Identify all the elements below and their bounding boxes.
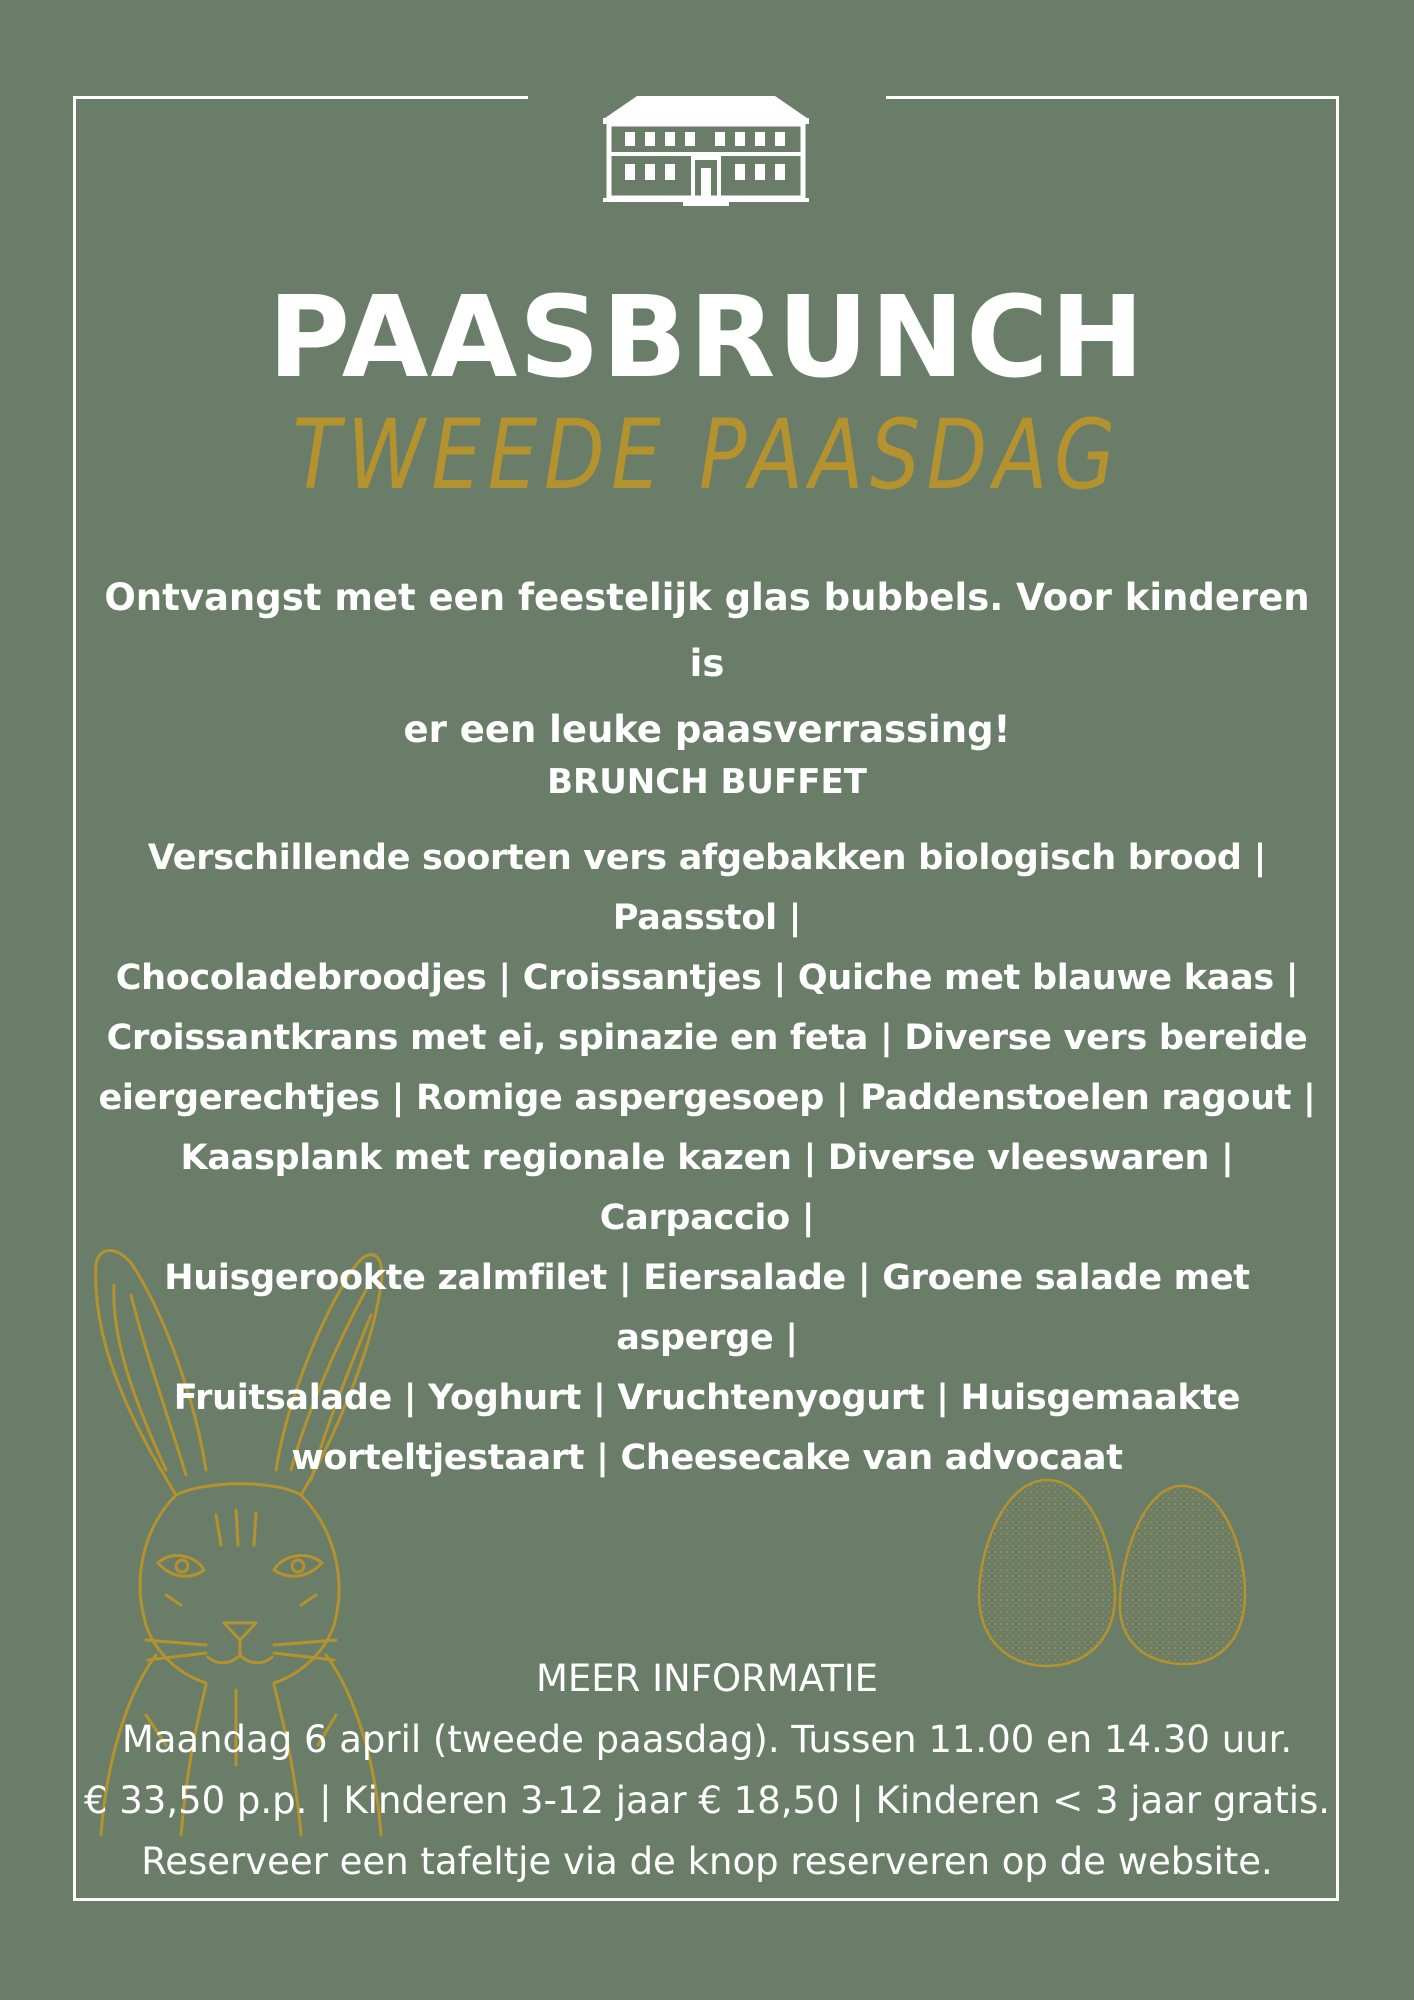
page-title: PAASBRUNCH (267, 273, 1147, 403)
info-line: € 33,50 p.p. | Kinderen 3-12 jaar € 18,50 | Kinderen < 3 jaar gratis. (83, 1779, 1331, 1822)
buffet-line: Kaasplank met regionale kazen | Diverse vleeswaren | Carpaccio | (180, 1138, 1234, 1238)
buffet-title: BRUNCH BUFFET (547, 762, 867, 802)
intro-line: Ontvangst met een feestelijk glas bubbels. Voor kinderen is (104, 576, 1310, 685)
frame-top-left (73, 96, 528, 99)
info-title: MEER INFORMATIE (535, 1657, 879, 1700)
intro-line: er een leuke paasverrassing! (403, 708, 1011, 751)
page-subtitle: TWEEDE PAASDAG (292, 399, 1122, 511)
buffet-line: Chocoladebroodjes | Croissantjes | Quiche met blauwe kaas | (115, 958, 1299, 998)
buffet-line: Croissantkrans met ei, spinazie en feta | Diverse vers bereide (106, 1018, 1308, 1058)
eggs-illustration (975, 1478, 1250, 1668)
buffet-list (92, 828, 1322, 1488)
buffet-line: Fruitsalade | Yoghurt | Vruchtenyogurt | Huisgemaakte (173, 1378, 1241, 1418)
building-icon (603, 96, 809, 206)
frame-bottom (73, 1898, 1339, 1901)
buffet-line: Verschillende soorten vers afgebakken biologisch brood | Paasstol | (147, 838, 1267, 938)
info-line: Reserveer een tafeltje via de knop reserveren op de website. (141, 1840, 1273, 1883)
info-section (0, 1648, 1414, 1892)
frame-top-right (886, 96, 1339, 99)
buffet-line: Huisgerookte zalmfilet | Eiersalade | Groene salade met asperge | (164, 1258, 1250, 1358)
buffet-line: worteltjestaart | Cheesecake van advocaat (291, 1438, 1123, 1478)
buffet-line: eiergerechtjes | Romige aspergesoep | Paddenstoelen ragout | (98, 1078, 1316, 1118)
info-line: Maandag 6 april (tweede paasdag). Tussen 11.00 en 14.30 uur. (121, 1718, 1293, 1761)
intro-text (100, 565, 1314, 763)
